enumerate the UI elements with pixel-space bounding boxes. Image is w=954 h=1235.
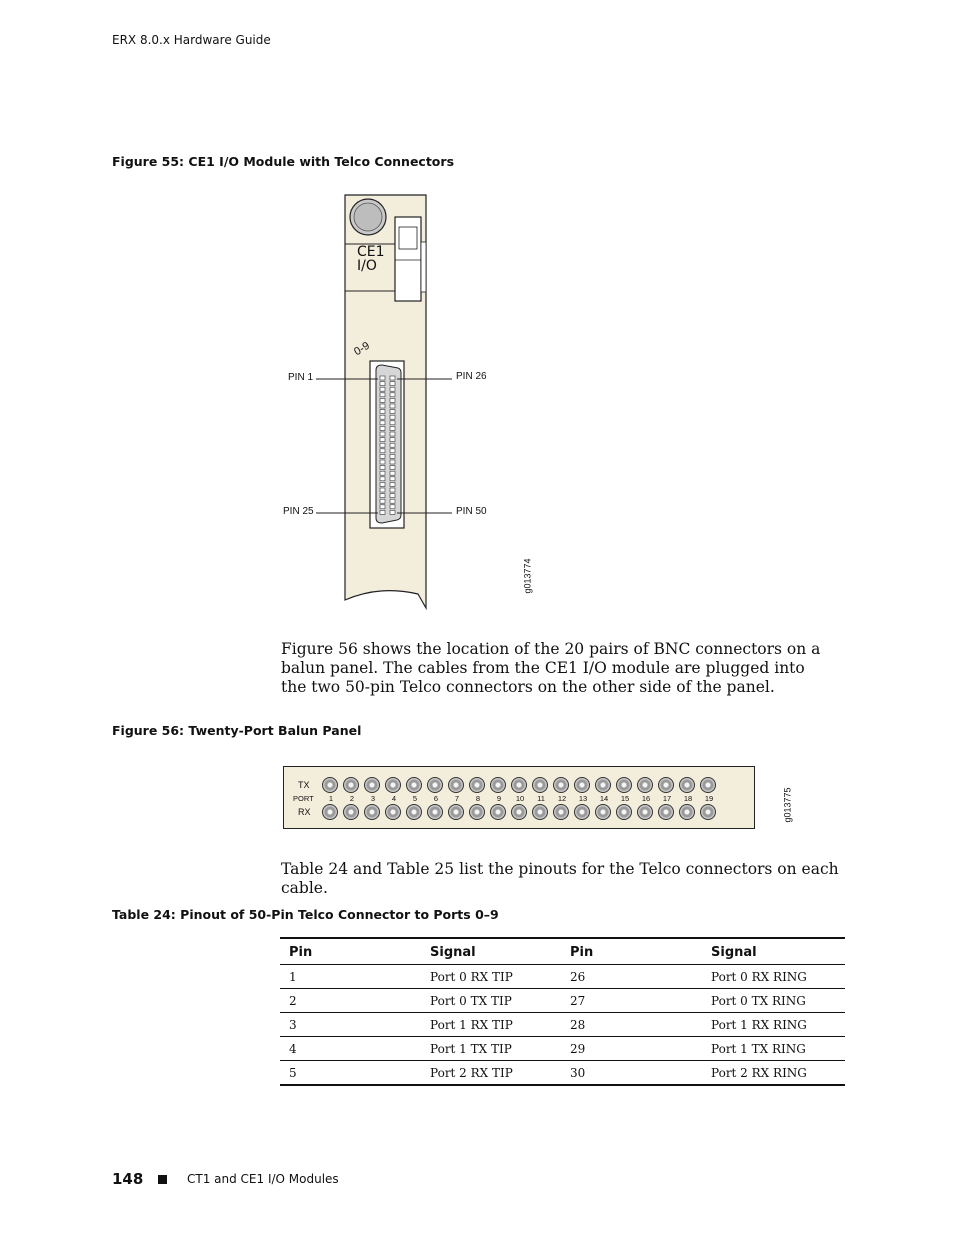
cell-pin: 4 bbox=[280, 1037, 421, 1061]
table-row bbox=[280, 1037, 845, 1061]
rx-label: RX bbox=[298, 807, 311, 817]
cell-pin: 27 bbox=[561, 989, 702, 1013]
pin-26-label: PIN 26 bbox=[456, 371, 487, 382]
figure-55-id: g013774 bbox=[522, 558, 533, 594]
body-paragraph-2: Table 24 and Table 25 list the pinouts for the Telco connectors on each cable. bbox=[281, 860, 839, 897]
port-range-label: 0-9 bbox=[352, 339, 372, 359]
page-number: 148 bbox=[112, 1170, 144, 1188]
port-number-label: 6 bbox=[433, 794, 439, 803]
port-number-label: 3 bbox=[370, 794, 376, 803]
cell-pin: 5 bbox=[280, 1061, 421, 1086]
bnc-tx-connector-icon bbox=[574, 777, 590, 793]
bnc-connector-grid bbox=[284, 767, 754, 828]
header-pin: Pin bbox=[280, 938, 421, 965]
balun-panel bbox=[283, 766, 755, 829]
bnc-tx-connector-icon bbox=[553, 777, 569, 793]
port-number-label: 19 bbox=[704, 794, 714, 803]
bnc-tx-connector-icon bbox=[700, 777, 716, 793]
port-number-label: 17 bbox=[662, 794, 672, 803]
bnc-tx-connector-icon bbox=[616, 777, 632, 793]
port-number-label: 7 bbox=[454, 794, 460, 803]
bnc-tx-connector-icon bbox=[469, 777, 485, 793]
bnc-rx-connector-icon bbox=[700, 804, 716, 820]
bnc-rx-connector-icon bbox=[658, 804, 674, 820]
bnc-tx-connector-icon bbox=[427, 777, 443, 793]
bnc-tx-connector-icon bbox=[511, 777, 527, 793]
pin-1-label: PIN 1 bbox=[288, 372, 314, 383]
table-row bbox=[280, 965, 845, 989]
cell-signal: Port 0 RX RING bbox=[702, 965, 845, 989]
bnc-rx-connector-icon bbox=[616, 804, 632, 820]
cell-pin: 28 bbox=[561, 1013, 702, 1037]
bnc-tx-connector-icon bbox=[637, 777, 653, 793]
cell-pin: 3 bbox=[280, 1013, 421, 1037]
bnc-rx-connector-icon bbox=[322, 804, 338, 820]
port-number-label: 5 bbox=[412, 794, 418, 803]
bnc-rx-connector-icon bbox=[511, 804, 527, 820]
figure-55-caption: Figure 55: CE1 I/O Module with Telco Connectors bbox=[112, 154, 455, 169]
bnc-rx-connector-icon bbox=[679, 804, 695, 820]
footer-bullet bbox=[158, 1175, 167, 1184]
table-24-caption: Table 24: Pinout of 50-Pin Telco Connector to Ports 0–9 bbox=[112, 907, 499, 922]
port-number-label: 13 bbox=[578, 794, 588, 803]
bnc-tx-connector-icon bbox=[448, 777, 464, 793]
bnc-rx-connector-icon bbox=[343, 804, 359, 820]
pin-25-label: PIN 25 bbox=[283, 506, 314, 517]
bnc-rx-connector-icon bbox=[448, 804, 464, 820]
bnc-tx-connector-icon bbox=[322, 777, 338, 793]
running-header: ERX 8.0.x Hardware Guide bbox=[112, 33, 271, 47]
port-number-label: 11 bbox=[537, 794, 545, 803]
bnc-rx-connector-icon bbox=[532, 804, 548, 820]
bnc-rx-connector-icon bbox=[490, 804, 506, 820]
port-number-label: 15 bbox=[620, 794, 630, 803]
port-label: PORT bbox=[293, 794, 314, 803]
bnc-tx-connector-icon bbox=[364, 777, 380, 793]
module-label-line2: I/O bbox=[357, 258, 377, 274]
cell-signal: Port 0 TX TIP bbox=[421, 989, 561, 1013]
module-label bbox=[357, 245, 385, 273]
port-number-label: 8 bbox=[475, 794, 481, 803]
cell-signal: Port 0 TX RING bbox=[702, 989, 845, 1013]
cell-signal: Port 2 RX RING bbox=[702, 1061, 845, 1086]
cell-signal: Port 0 RX TIP bbox=[421, 965, 561, 989]
port-number-label: 9 bbox=[496, 794, 502, 803]
bnc-tx-connector-icon bbox=[595, 777, 611, 793]
bnc-rx-connector-icon bbox=[385, 804, 401, 820]
bnc-rx-connector-icon bbox=[637, 804, 653, 820]
ce1-io-module-figure bbox=[270, 190, 570, 615]
footer-section-title: CT1 and CE1 I/O Modules bbox=[187, 1172, 339, 1186]
pin-50-label: PIN 50 bbox=[456, 506, 487, 517]
port-number-label: 16 bbox=[641, 794, 651, 803]
table-row bbox=[280, 1061, 845, 1086]
header-signal-2: Signal bbox=[702, 938, 845, 965]
figure-56-id: g013775 bbox=[782, 787, 793, 823]
bnc-tx-connector-icon bbox=[343, 777, 359, 793]
cell-signal: Port 1 TX RING bbox=[702, 1037, 845, 1061]
header-pin-2: Pin bbox=[561, 938, 702, 965]
bnc-rx-connector-icon bbox=[364, 804, 380, 820]
bnc-rx-connector-icon bbox=[574, 804, 590, 820]
cell-signal: Port 1 RX TIP bbox=[421, 1013, 561, 1037]
port-number-label: 4 bbox=[391, 794, 397, 803]
body-paragraph-1: Figure 56 shows the location of the 20 pairs of BNC connectors on a balun panel. The cables from the CE1 I/O module are plugged into the two 50-pin Telco connectors on the other side of the panel. bbox=[281, 640, 821, 696]
bnc-tx-connector-icon bbox=[658, 777, 674, 793]
port-number-label: 14 bbox=[599, 794, 609, 803]
figure-56-caption: Figure 56: Twenty-Port Balun Panel bbox=[112, 723, 362, 738]
bnc-tx-connector-icon bbox=[490, 777, 506, 793]
bnc-tx-connector-icon bbox=[406, 777, 422, 793]
bnc-rx-connector-icon bbox=[469, 804, 485, 820]
table-row bbox=[280, 1013, 845, 1037]
bnc-rx-connector-icon bbox=[406, 804, 422, 820]
cell-pin: 26 bbox=[561, 965, 702, 989]
cell-pin: 30 bbox=[561, 1061, 702, 1086]
port-number-label: 2 bbox=[349, 794, 355, 803]
pinout-table bbox=[280, 937, 845, 1086]
bnc-rx-connector-icon bbox=[553, 804, 569, 820]
bnc-tx-connector-icon bbox=[385, 777, 401, 793]
table-row bbox=[280, 989, 845, 1013]
bnc-rx-connector-icon bbox=[595, 804, 611, 820]
cell-signal: Port 2 RX TIP bbox=[421, 1061, 561, 1086]
bnc-rx-connector-icon bbox=[427, 804, 443, 820]
cell-pin: 29 bbox=[561, 1037, 702, 1061]
cell-signal: Port 1 TX TIP bbox=[421, 1037, 561, 1061]
port-number-label: 10 bbox=[515, 794, 525, 803]
bnc-tx-connector-icon bbox=[679, 777, 695, 793]
tx-label: TX bbox=[298, 780, 310, 790]
bnc-tx-connector-icon bbox=[532, 777, 548, 793]
table-header-row bbox=[280, 938, 845, 965]
cell-signal: Port 1 RX RING bbox=[702, 1013, 845, 1037]
port-number-label: 12 bbox=[557, 794, 567, 803]
cell-pin: 1 bbox=[280, 965, 421, 989]
port-number-label: 1 bbox=[328, 794, 334, 803]
port-number-label: 18 bbox=[683, 794, 693, 803]
cell-pin: 2 bbox=[280, 989, 421, 1013]
header-signal: Signal bbox=[421, 938, 561, 965]
module-label-line1: CE1 bbox=[357, 244, 385, 260]
